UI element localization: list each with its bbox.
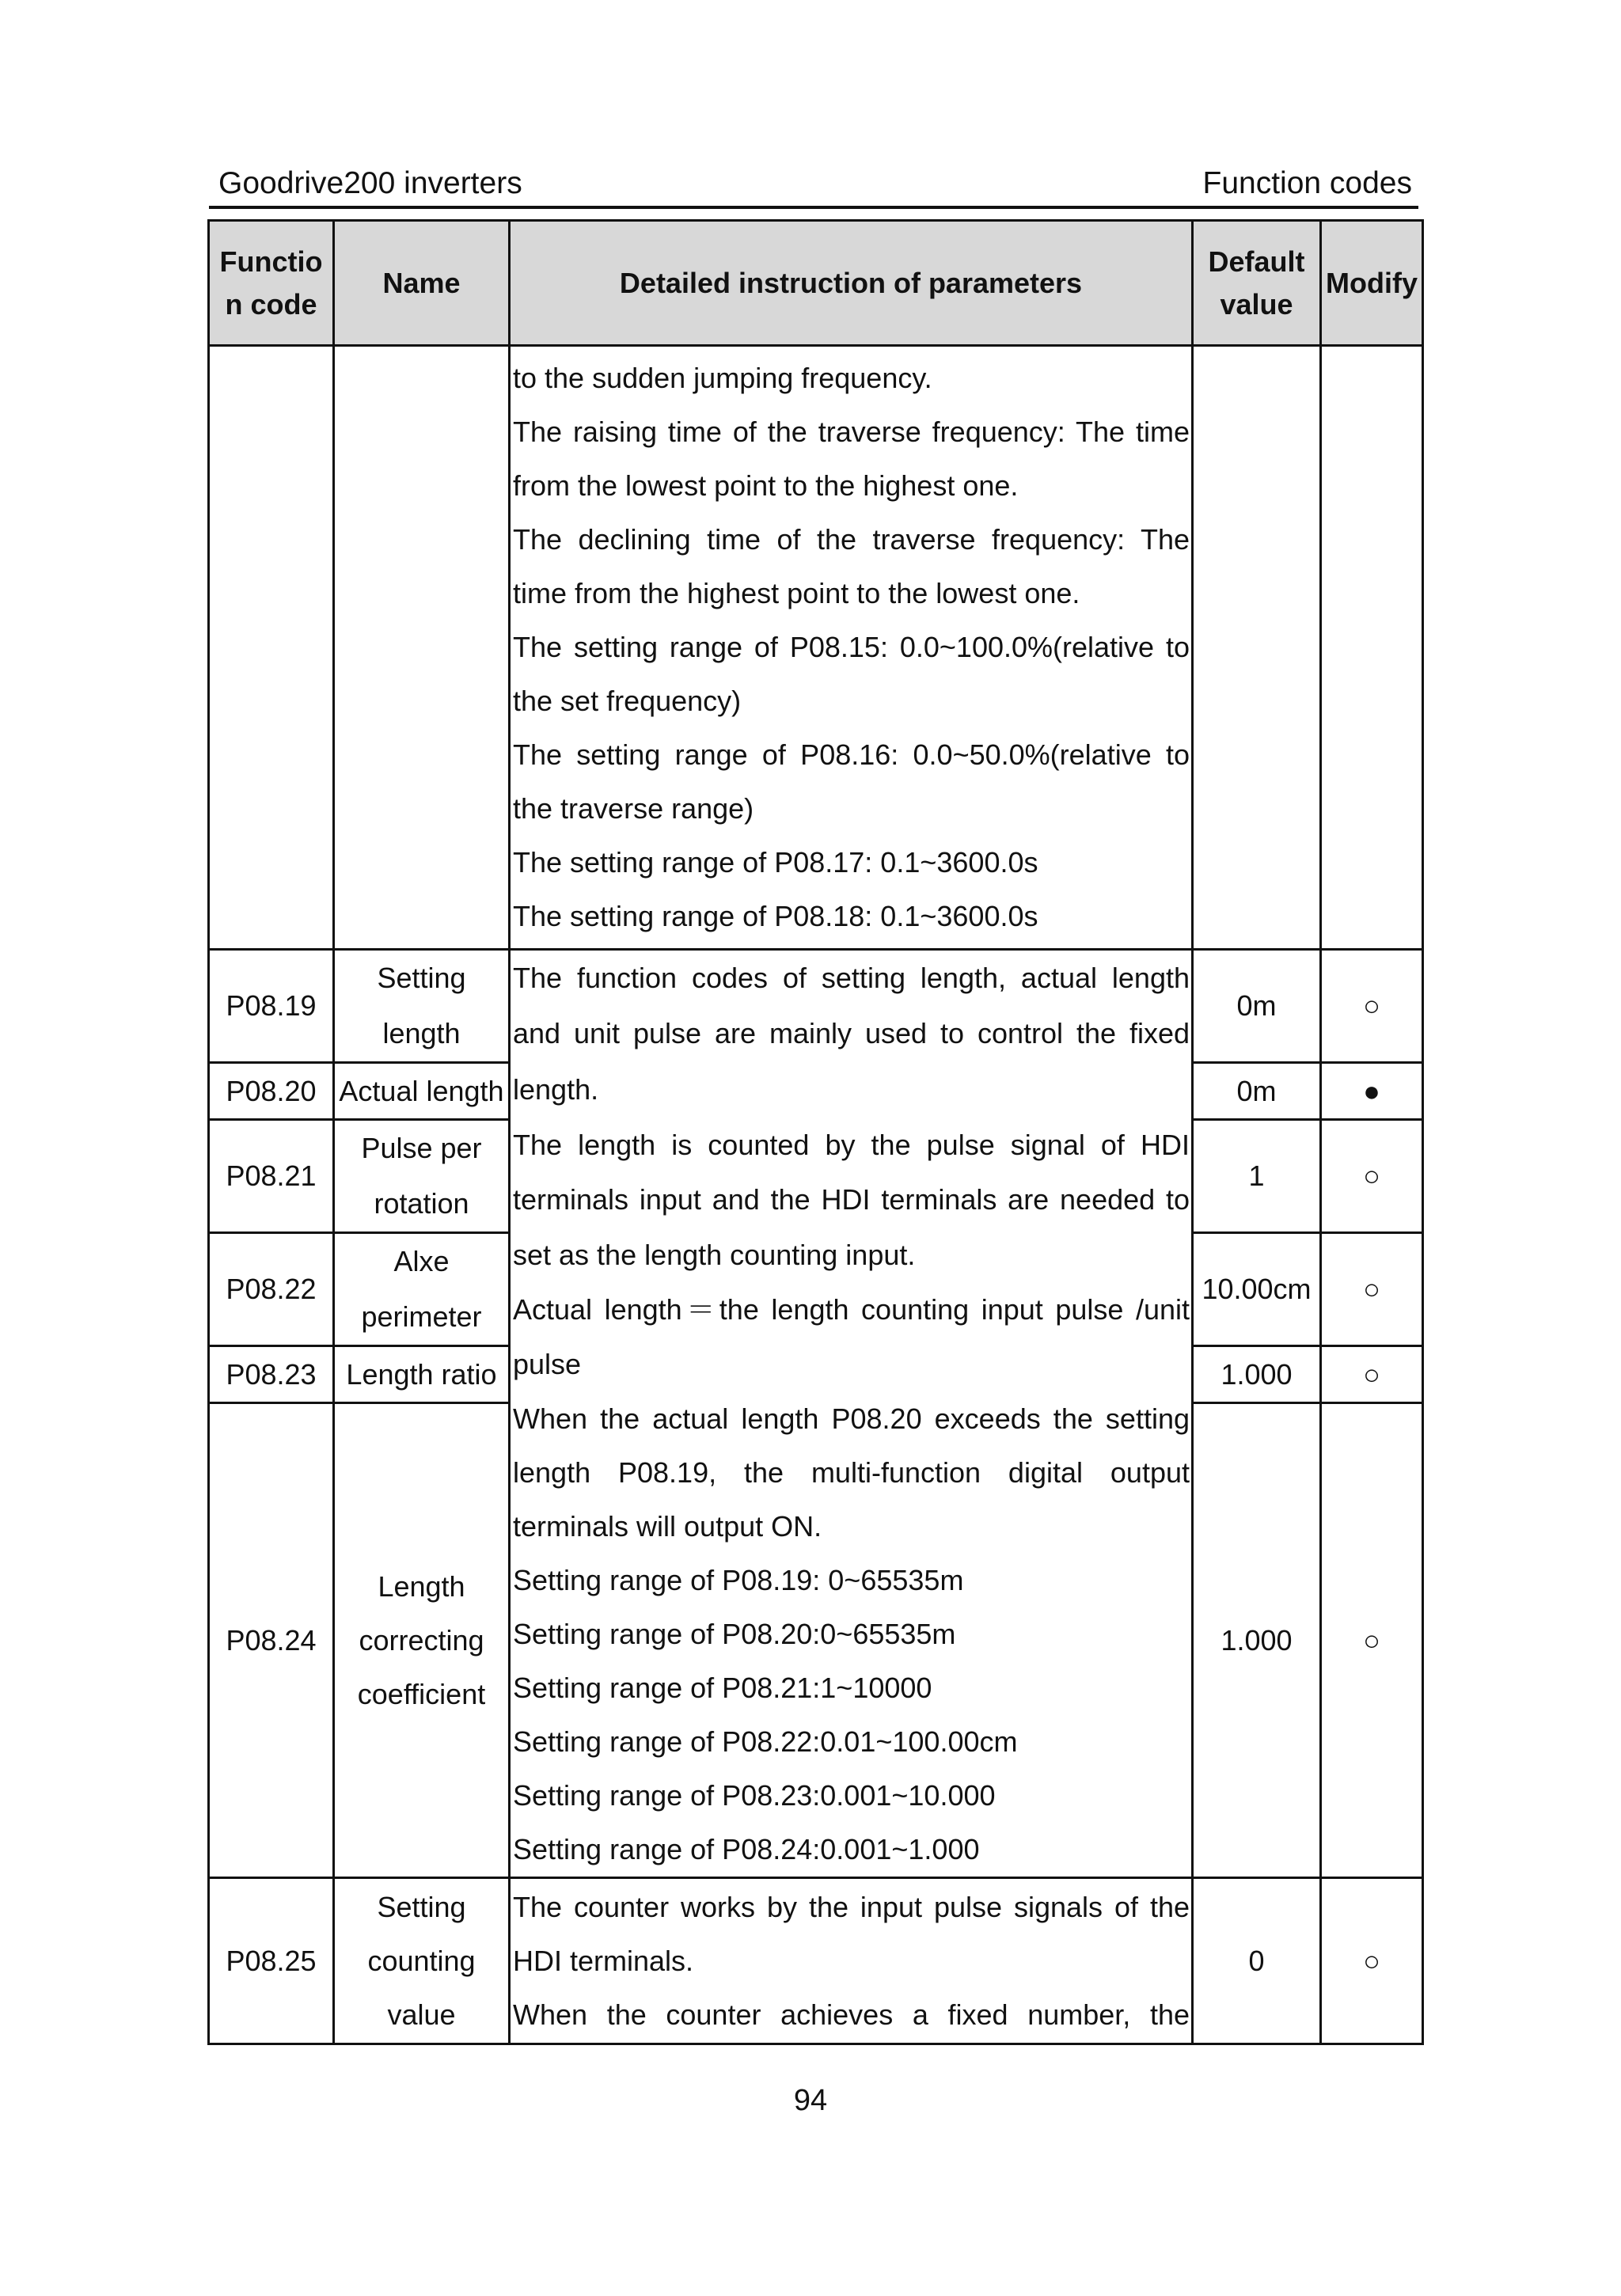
function-code: P08.23 xyxy=(209,1346,334,1403)
parameter-name: Length correcting coefficient xyxy=(334,1403,510,1878)
modify-symbol: ○ xyxy=(1321,950,1423,1063)
parameter-name: Setting length xyxy=(334,950,510,1063)
header-detailed-instruction: Detailed instruction of parameters xyxy=(510,221,1193,346)
running-header xyxy=(209,161,1418,209)
default-value: 1.000 xyxy=(1193,1346,1321,1403)
header-name: Name xyxy=(334,221,510,346)
modify-symbol: ● xyxy=(1321,1063,1423,1120)
modify-symbol: ○ xyxy=(1321,1878,1423,2044)
page-number: 94 xyxy=(793,2084,828,2117)
parameter-name: Setting counting value xyxy=(334,1878,510,2044)
default-value: 1.000 xyxy=(1193,1403,1321,1878)
function-code: P08.25 xyxy=(209,1878,334,2044)
modify-symbol: ○ xyxy=(1321,1120,1423,1233)
default-value: 0 xyxy=(1193,1878,1321,2044)
function-code: P08.24 xyxy=(209,1403,334,1878)
modify-cell xyxy=(1321,346,1423,950)
table-row-continued xyxy=(209,346,1423,950)
function-code: P08.20 xyxy=(209,1063,334,1120)
modify-symbol: ○ xyxy=(1321,1403,1423,1878)
table-header-row xyxy=(209,221,1423,346)
parameter-name: Alxe perimeter xyxy=(334,1233,510,1346)
length-description: The function codes of setting length, actual length and unit pulse are mainly used to control the fixed length. The length is counted by the pulse signal of HDI terminals input and the HDI terminals are needed to set as the length counting input. Actual length＝the length counting input pulse /unit pulse When the actual length P08.20 exceeds the setting length P08.19, the multi-function digital output terminals will output ON. Setting range of P08.19: 0~65535m Setting range of P08.20:0~65535m Setting range of P08.21:1~10000 Setting range of P08.22:0.01~100.00cm Setting range of P08.23:0.001~10.000 Setting range of P08.24:0.001~1.000 xyxy=(510,950,1193,1878)
parameter-name: Length ratio xyxy=(334,1346,510,1403)
default-value-cell xyxy=(1193,346,1321,950)
table-row xyxy=(209,950,1423,1063)
description-cell: to the sudden jumping frequency. The raising time of the traverse frequency: The time from the lowest point to the highest one. The declining time of the traverse frequency: The time from the highest point to the lowest one. The setting range of P08.15: 0.0~100.0%(relative to the set frequency) The setting range of P08.16: 0.0~50.0%(relative to the traverse range) The setting range of P08.17: 0.1~3600.0s The setting range of P08.18: 0.1~3600.0s xyxy=(510,346,1193,950)
default-value: 1 xyxy=(1193,1120,1321,1233)
header-function-code: Functio n code xyxy=(209,221,334,346)
default-value: 0m xyxy=(1193,950,1321,1063)
counter-description: The counter works by the input pulse signals of the HDI terminals. When the counter achieves a fixed number, the xyxy=(510,1878,1193,2044)
function-code-table xyxy=(207,219,1424,2045)
table-row xyxy=(209,1878,1423,2044)
function-code: P08.19 xyxy=(209,950,334,1063)
function-code: P08.22 xyxy=(209,1233,334,1346)
name-cell xyxy=(334,346,510,950)
parameter-name: Actual length xyxy=(334,1063,510,1120)
section-title: Function codes xyxy=(1202,166,1412,200)
default-value: 0m xyxy=(1193,1063,1321,1120)
function-code: P08.21 xyxy=(209,1120,334,1233)
modify-symbol: ○ xyxy=(1321,1346,1423,1403)
header-default-value: Default value xyxy=(1193,221,1321,346)
modify-symbol: ○ xyxy=(1321,1233,1423,1346)
document-title: Goodrive200 inverters xyxy=(218,166,522,200)
default-value: 10.00cm xyxy=(1193,1233,1321,1346)
parameter-name: Pulse per rotation xyxy=(334,1120,510,1233)
header-modify: Modify xyxy=(1321,221,1423,346)
function-code-cell xyxy=(209,346,334,950)
